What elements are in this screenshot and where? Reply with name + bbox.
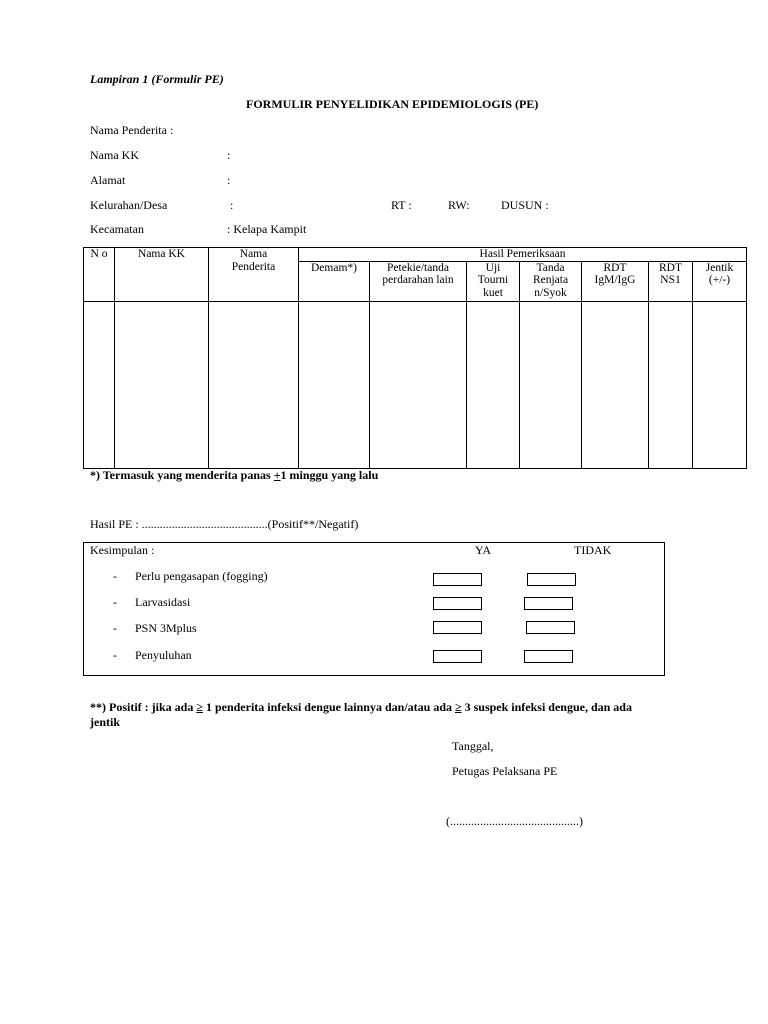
tidak-header: TIDAK <box>574 543 612 557</box>
field-nama-kk-label: Nama KK <box>90 148 139 162</box>
col-header-no: N o <box>84 248 115 302</box>
hasil-pe: Hasil PE : ..........................................(Positif**/Negatif) <box>90 517 359 531</box>
field-alamat-colon: : <box>227 173 231 187</box>
plus-minus-sign: + <box>273 468 281 482</box>
table-row <box>84 301 747 468</box>
tanggal-label: Tanggal, <box>452 739 494 753</box>
footnote-fever <box>90 469 378 481</box>
field-rt: RT : <box>391 198 412 212</box>
field-kecamatan-value: : Kelapa Kampit <box>227 222 307 236</box>
footnote-positif-text: **) Positif : jika ada <box>90 700 197 714</box>
field-nama-penderita: Nama Penderita : <box>90 123 174 137</box>
penyuluhan-tidak-checkbox[interactable] <box>524 650 573 663</box>
footnote-positif-text-end: 3 suspek infeksi dengue, dan ada <box>461 700 632 714</box>
form-title: FORMULIR PENYELIDIKAN EPIDEMIOLOGIS (PE) <box>246 97 539 111</box>
col-header-demam: Demam*) <box>299 261 370 301</box>
col-header-tanda-renjatan: Tanda Renjata n/Syok <box>520 261 582 301</box>
item-penyuluhan: Penyuluhan <box>135 648 192 662</box>
penyuluhan-ya-checkbox[interactable] <box>433 650 482 663</box>
footnote-positif-text-mid: 1 penderita infeksi dengue lainnya dan/atau ada <box>202 700 455 714</box>
footnote-fever-text-end: 1 minggu yang lalu <box>280 468 379 482</box>
examination-table <box>83 247 747 469</box>
col-header-nama-kk: Nama KK <box>115 248 209 302</box>
field-rw: RW: <box>448 198 470 212</box>
col-header-rdt-igm-igg: RDT IgM/IgG <box>582 261 649 301</box>
fogging-tidak-checkbox[interactable] <box>527 573 576 586</box>
field-alamat-label: Alamat <box>90 173 126 187</box>
item-fogging: Perlu pengasapan (fogging) <box>135 569 268 583</box>
footnote-positif-line2: jentik <box>90 715 120 729</box>
larvasidasi-tidak-checkbox[interactable] <box>524 597 573 610</box>
field-kecamatan-label: Kecamatan <box>90 222 144 236</box>
attachment-label: Lampiran 1 (Formulir PE) <box>90 72 224 86</box>
psn-ya-checkbox[interactable] <box>433 621 482 634</box>
item-psn-3mplus: PSN 3Mplus <box>135 621 197 635</box>
bullet: - <box>113 569 117 583</box>
petugas-label: Petugas Pelaksana PE <box>452 764 558 778</box>
bullet: - <box>113 621 117 635</box>
col-header-jentik: Jentik (+/-) <box>693 261 747 301</box>
gte-sign: ≥ <box>196 700 203 714</box>
footnote-fever-text: *) Termasuk yang menderita panas <box>90 468 274 482</box>
ya-header: YA <box>475 543 492 557</box>
col-header-uji-tourniket: Uji Tourni kuet <box>467 261 520 301</box>
field-kelurahan-colon: : <box>230 198 234 212</box>
signature-name-line: (...........................................) <box>446 814 583 828</box>
larvasidasi-ya-checkbox[interactable] <box>433 597 482 610</box>
col-header-nama-penderita: Nama Penderita <box>209 248 299 302</box>
gte-sign: ≥ <box>455 700 462 714</box>
psn-tidak-checkbox[interactable] <box>526 621 575 634</box>
field-kelurahan-label: Kelurahan/Desa <box>90 198 168 212</box>
field-nama-kk-colon: : <box>227 148 231 162</box>
bullet: - <box>113 648 117 662</box>
footnote-positif <box>90 701 632 713</box>
col-header-petekie: Petekie/tanda perdarahan lain <box>370 261 467 301</box>
fogging-ya-checkbox[interactable] <box>433 573 482 586</box>
col-header-hasil-pemeriksaan: Hasil Pemeriksaan <box>299 248 747 262</box>
kesimpulan-label: Kesimpulan : <box>90 543 155 557</box>
bullet: - <box>113 595 117 609</box>
item-larvasidasi: Larvasidasi <box>135 595 191 609</box>
col-header-rdt-ns1: RDT NS1 <box>649 261 693 301</box>
field-dusun: DUSUN : <box>501 198 549 212</box>
